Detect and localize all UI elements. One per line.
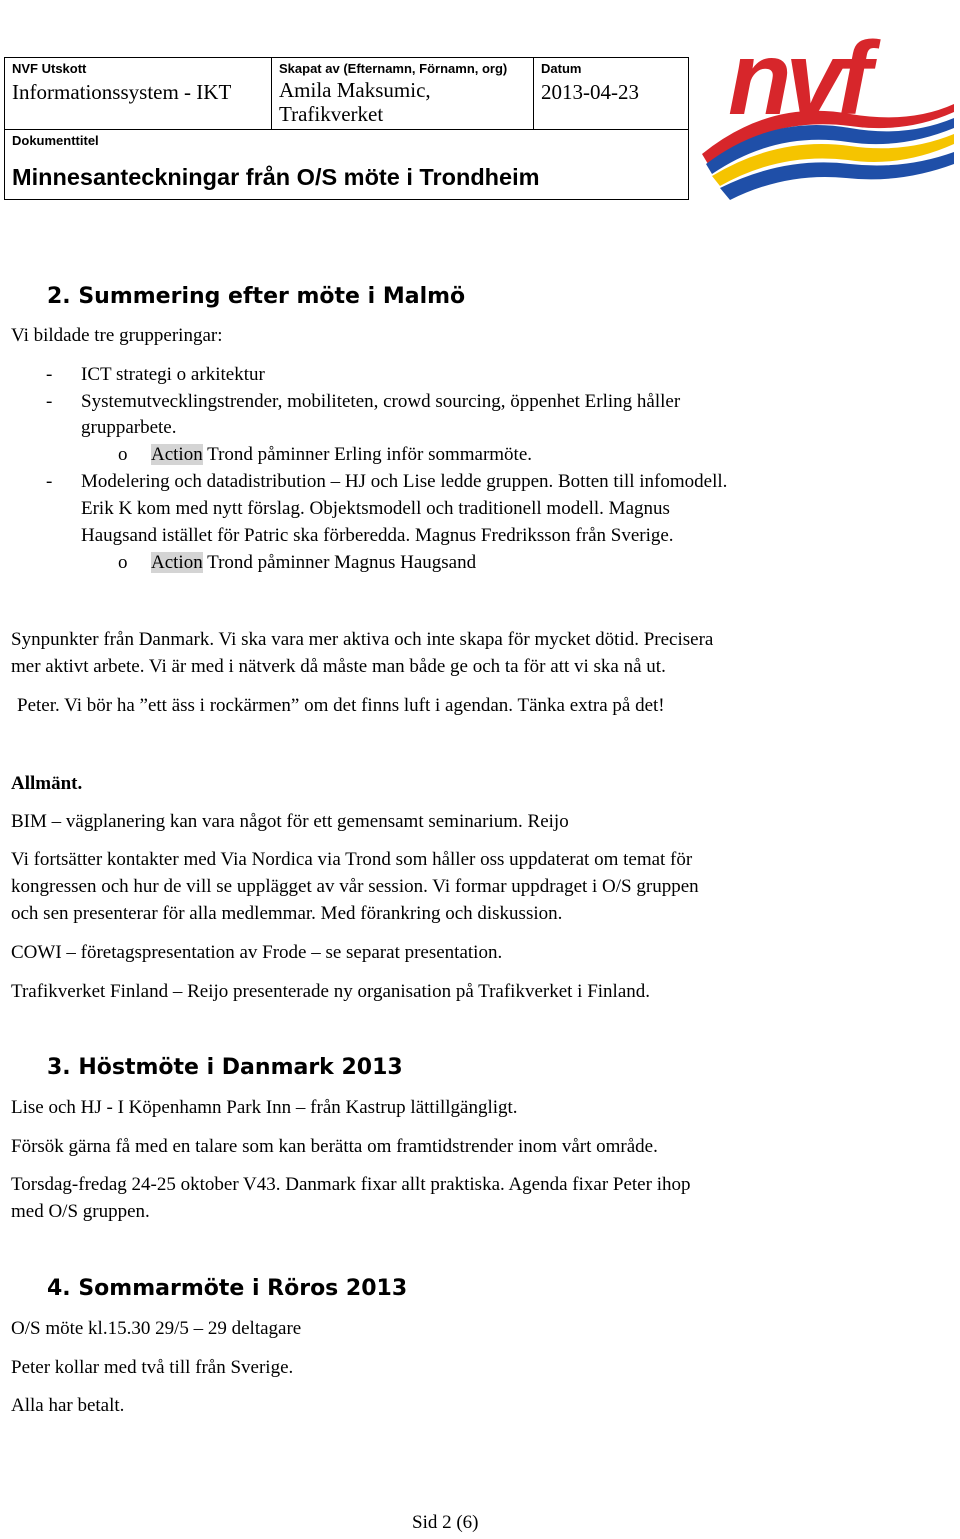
bullet-ict: ICT strategi o arkitektur [81,364,265,385]
section-3-line-1: Lise och HJ - I Köpenhamn Park Inn – från Kastrup lättillgängligt. [11,1097,518,1118]
list-dash: - [46,364,53,385]
committee-value: Informationssystem - IKT [12,80,232,104]
section-3-line-4: med O/S gruppen. [11,1201,150,1222]
author-org: Trafikverket [279,102,384,126]
list-dash: - [46,471,53,492]
doc-title: Minnesanteckningar från O/S möte i Trondheim [12,164,540,190]
via-nordica-line-1: Vi fortsätter kontakter med Via Nordica via Trond som håller oss uppdaterat om temat för [11,849,693,870]
general-heading: Allmänt. [11,773,83,794]
action-item-2 [151,549,476,576]
trafikverket-note: Trafikverket Finland – Reijo presenterade ny organisation på Trafikverket i Finland. [11,981,651,1002]
sub-bullet-marker: o [118,444,128,465]
via-nordica-line-3: och sen presenterar för alla medlemmar. Med förankring och diskussion. [11,903,563,924]
author-label: Skapat av (Efternamn, Förnamn, org) [279,61,508,76]
cowi-note: COWI – företagspresentation av Frode – se separat presentation. [11,942,503,963]
committee-label: NVF Utskott [12,61,87,76]
bim-note: BIM – vägplanering kan vara något för ett gemensamt seminarium. Reijo [11,811,569,832]
date-label: Datum [541,61,582,76]
bullet-system-line-2: grupparbete. [81,417,177,438]
section-3-line-3: Torsdag-fredag 24-25 oktober V43. Danmark fixar allt praktiska. Agenda fixar Peter ihop [11,1174,691,1195]
committee-cell [5,58,272,130]
denmark-line-2: mer aktivt arbete. Vi är med i nätverk då måste man både ge och ta för att vi ska nå ut. [11,656,666,677]
author-cell [272,58,534,130]
sub-bullet-marker: o [118,552,128,573]
section-2-intro: Vi bildade tre grupperingar: [11,325,223,346]
action-label: Action [151,444,203,465]
doc-title-cell [5,130,689,200]
action-text: Trond påminner Magnus Haugsand [202,552,477,573]
date-value: 2013-04-23 [541,80,639,104]
section-4-line-3: Alla har betalt. [11,1395,125,1416]
bullet-model-line-2: Erik K kom med nytt förslag. Objektsmodell och traditionell modell. Magnus [81,498,670,519]
page-number: Sid 2 (6) [412,1512,479,1533]
section-3-heading: 3. Höstmöte i Danmark 2013 [47,1055,403,1080]
author-value [272,76,533,126]
section-3-line-2: Försök gärna få med en talare som kan berätta om framtidstrender inom vårt område. [11,1136,658,1157]
nvf-logo [700,4,956,204]
peter-note: Peter. Vi bör ha ”ett äss i rockärmen” om det finns luft i agendan. Tänka extra på det! [17,695,665,716]
bullet-system-line-1: Systemutvecklingstrender, mobiliteten, crowd sourcing, öppenhet Erling håller [81,391,681,412]
action-item-1 [151,441,532,468]
bullet-model-line-1: Modelering och datadistribution – HJ och Lise ledde gruppen. Botten till infomodell. [81,471,728,492]
action-label: Action [151,552,203,573]
via-nordica-line-2: kongressen och hur de vill se upplägget av vår session. Vi formar uppdraget i O/S gruppen [11,876,699,897]
denmark-line-1: Synpunkter från Danmark. Vi ska vara mer aktiva och inte skapa för mycket dötid. Precisera [11,629,714,650]
section-4-heading: 4. Sommarmöte i Röros 2013 [47,1276,408,1301]
bullet-model-line-3: Haugsand istället för Patric ska förberedda. Magnus Fredriksson från Sverige. [81,525,674,546]
doc-title-label: Dokumenttitel [12,133,99,148]
action-text: Trond påminner Erling inför sommarmöte. [202,444,533,465]
document-header [4,57,689,200]
section-4-line-1: O/S möte kl.15.30 29/5 – 29 deltagare [11,1318,302,1339]
list-dash: - [46,391,53,412]
section-2-heading: 2. Summering efter möte i Malmö [47,284,466,309]
logo-text: nvf [728,21,866,137]
date-cell [534,58,689,130]
section-4-line-2: Peter kollar med två till från Sverige. [11,1357,294,1378]
author-name: Amila Maksumic, [279,78,431,102]
